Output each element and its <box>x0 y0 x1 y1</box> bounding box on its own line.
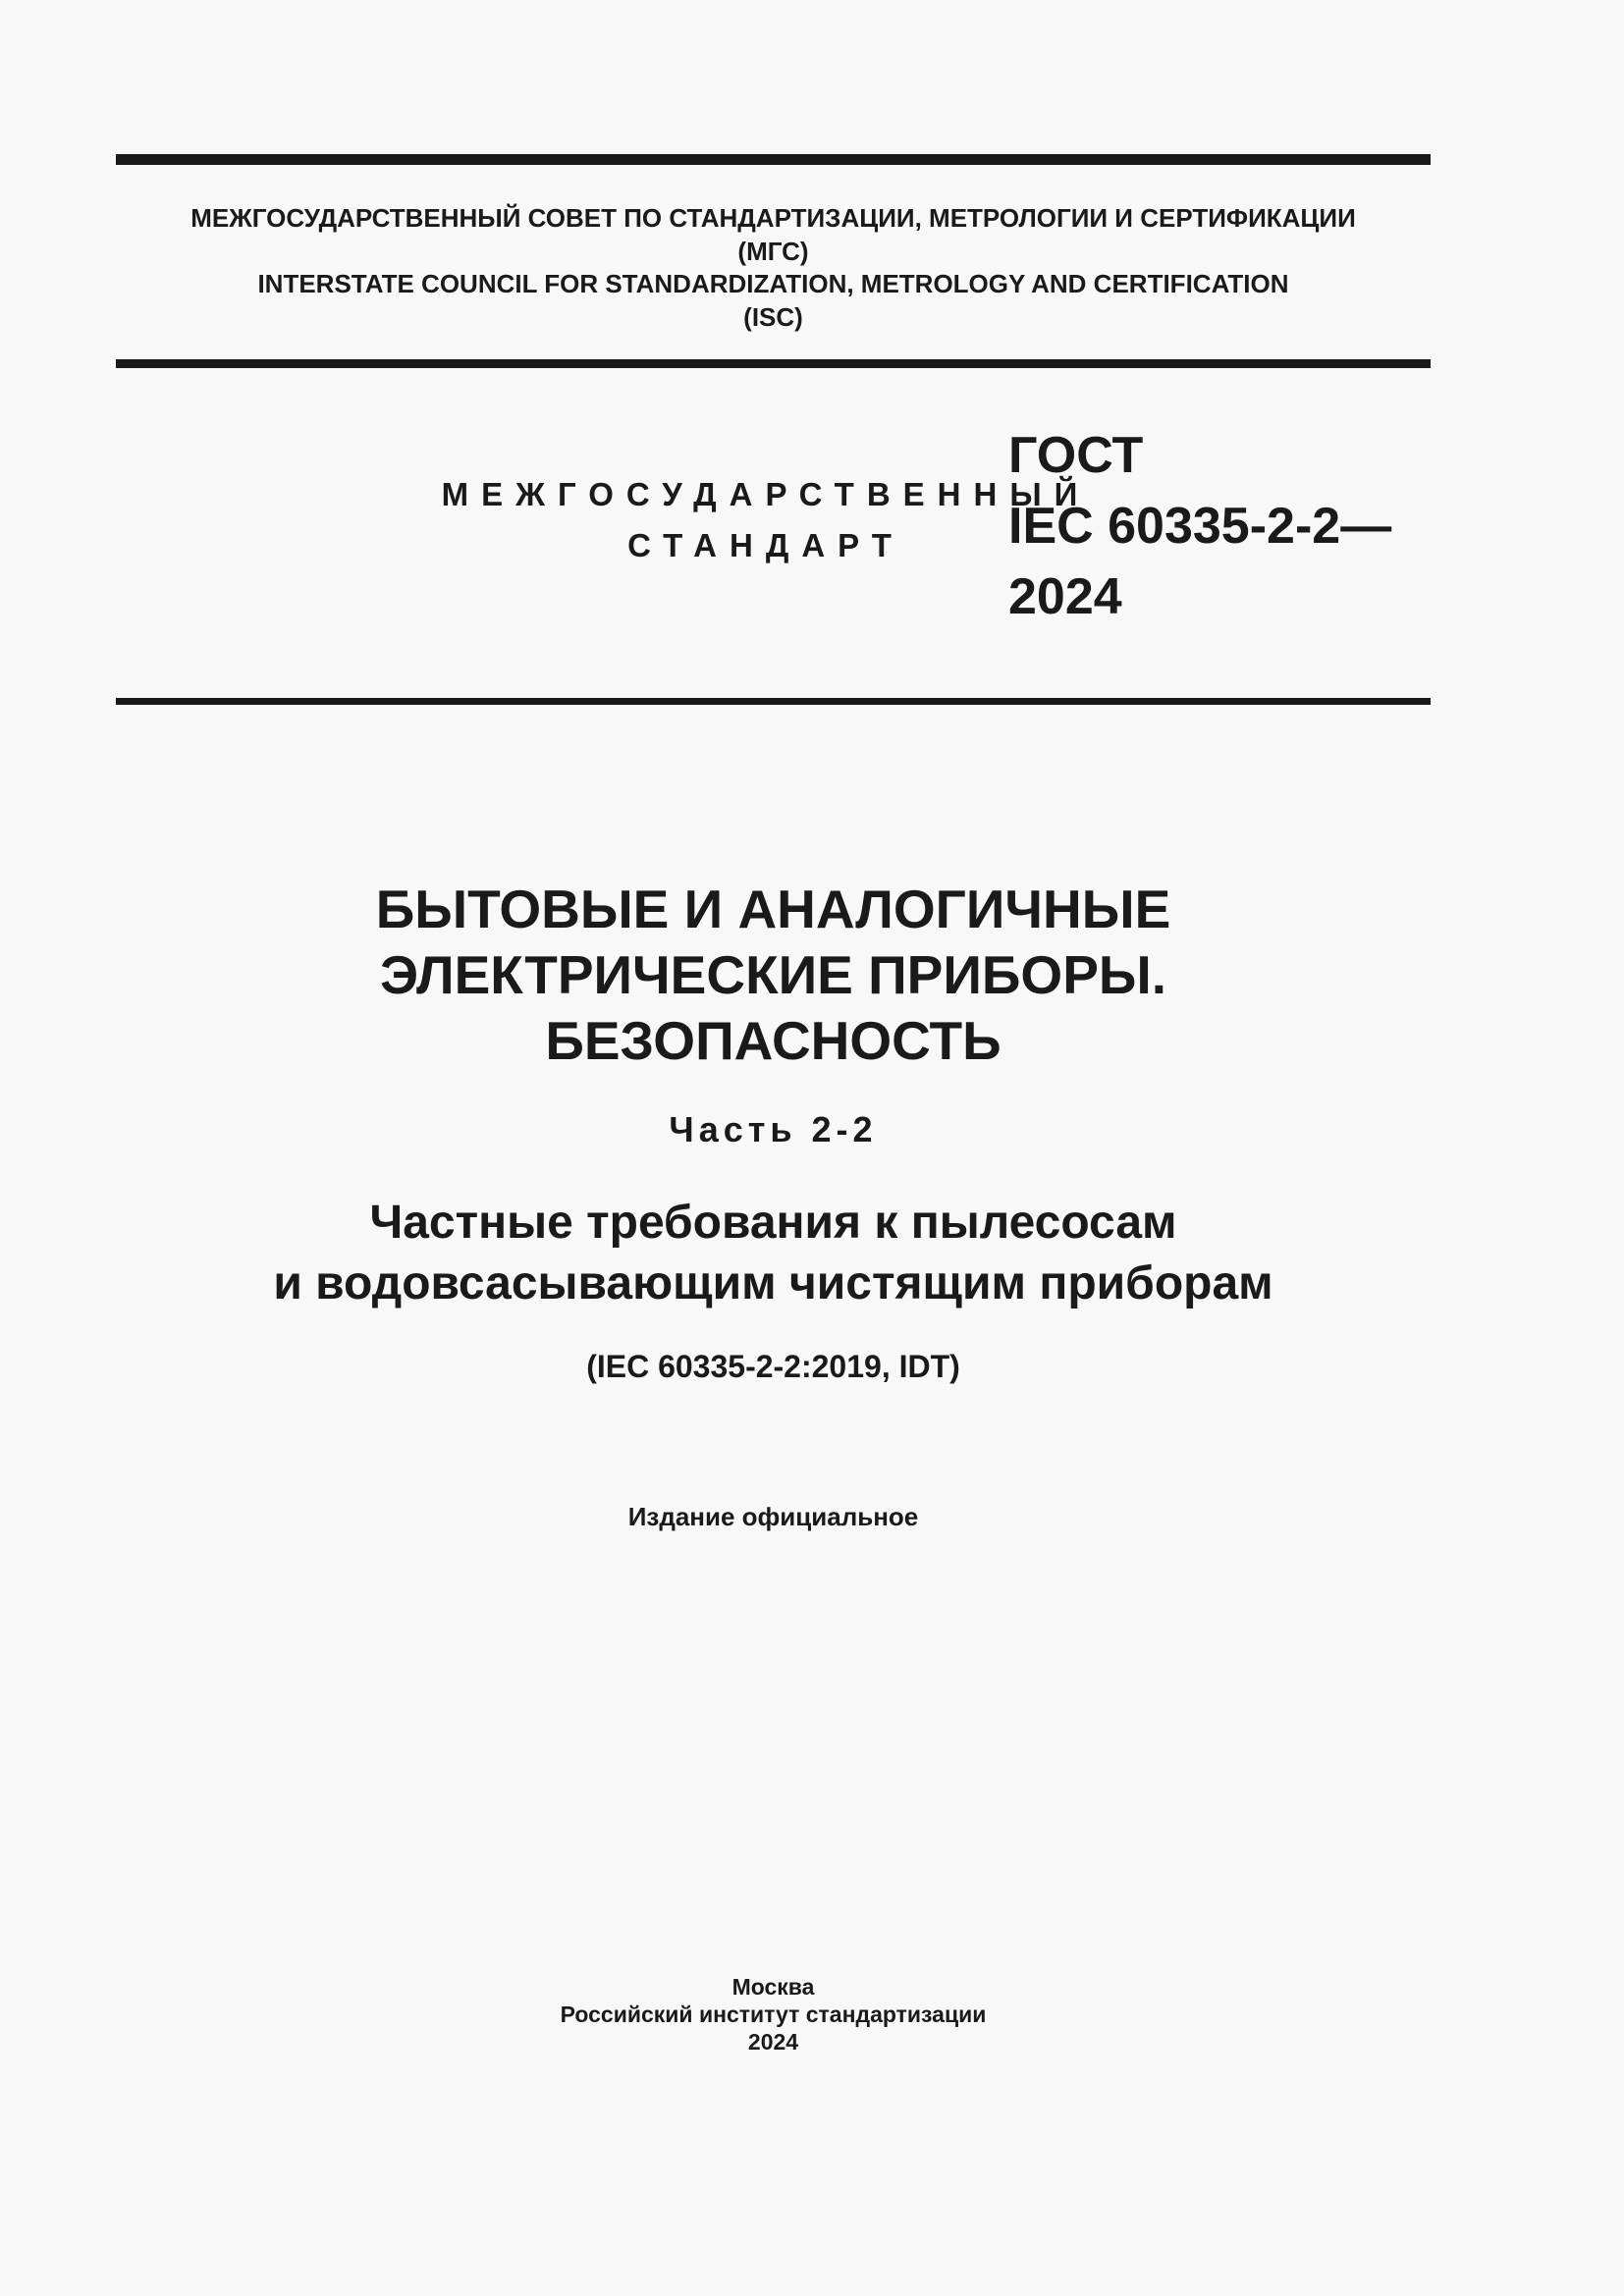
council-name-en: INTERSTATE COUNCIL FOR STANDARDIZATION, METROLOGY AND CERTIFICATION <box>257 269 1289 298</box>
standard-type-line1: МЕЖГОСУДАРСТВЕННЫЙ <box>441 476 1091 512</box>
publisher-year: 2024 <box>747 2029 799 2055</box>
edition-label: Издание официальное <box>627 1502 919 1531</box>
document-subtitle <box>116 1193 1431 1314</box>
publisher-institute: Российский институт стандартизации <box>560 2002 987 2027</box>
iec-reference: (IEC 60335-2-2:2019, IDT) <box>586 1349 960 1384</box>
standard-number-line1: ГОСТ <box>1008 427 1144 484</box>
council-header <box>116 202 1431 334</box>
top-rule <box>116 154 1431 165</box>
title-line2: ЭЛЕКТРИЧЕСКИЕ ПРИБОРЫ. <box>379 944 1167 1005</box>
publisher-city: Москва <box>731 1974 815 2000</box>
subtitle-line2: и водовсасывающим чистящим приборам <box>273 1257 1273 1309</box>
standard-number <box>1008 420 1391 632</box>
standard-number-line3: 2024 <box>1008 568 1122 625</box>
title-line1: БЫТОВЫЕ И АНАЛОГИЧНЫЕ <box>375 879 1171 939</box>
standard-type-line2: СТАНДАРТ <box>627 527 904 563</box>
document-title <box>116 877 1431 1074</box>
council-abbr-en: (ISC) <box>743 301 803 332</box>
lower-rule <box>116 698 1431 705</box>
council-abbr-ru: (МГС) <box>737 236 809 266</box>
title-line3: БЕЗОПАСНОСТЬ <box>545 1010 1001 1071</box>
standard-number-line2: IEC 60335-2-2— <box>1008 498 1392 555</box>
part-label: Часть 2-2 <box>669 1109 878 1149</box>
middle-rule <box>116 359 1431 368</box>
publisher-block <box>116 1973 1431 2056</box>
subtitle-line1: Частные требования к пылесосам <box>369 1197 1177 1249</box>
council-name-ru: МЕЖГОСУДАРСТВЕННЫЙ СОВЕТ ПО СТАНДАРТИЗАЦИИ, МЕТРОЛОГИИ И СЕРТИФИКАЦИИ <box>190 203 1356 233</box>
